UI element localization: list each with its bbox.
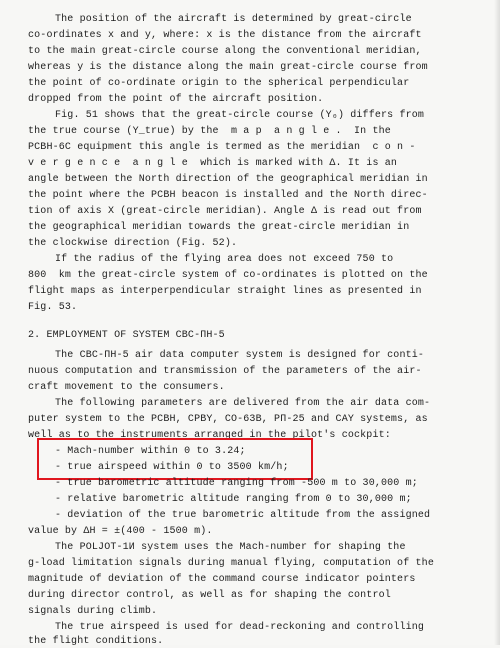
text-line: g-load limitation signals during manual flying, computation of the [28,558,434,569]
page-edge-shadow [494,0,500,645]
text-line: nuous computation and transmission of the parameters of the air- [28,366,422,377]
text-line: whereas y is the distance along the main great-circle course from [28,62,428,73]
text-line: co-ordinates x and y, where: x is the distance from the aircraft [28,30,422,41]
text-line: The POLJOT-1И system uses the Mach-number for shaping the [55,542,406,553]
text-line: magnitude of deviation of the command course indicator pointers [28,574,416,585]
text-line: signals during climb. [28,606,158,617]
list-item-airspeed: - true airspeed within 0 to 3500 km/h; [55,462,289,473]
text-line: PCBH-6C equipment this angle is termed as the meridian c o n - [28,142,416,153]
text-line: Fig. 51 shows that the great-circle course (Y₀) differs from [55,110,425,121]
text-line: the point where the PCBH beacon is installed and the North direc- [28,190,428,201]
text-line: dropped from the point of the aircraft position. [28,94,324,105]
text-line: tion of axis X (great-circle meridian). Angle Δ is read out from [28,206,422,217]
text-line: value by ΔH = ±(400 - 1500 m). [28,526,213,537]
red-highlight-box [37,438,313,480]
text-line: the true course (Y_true) by the m a p a n g l e . In the [28,126,391,137]
section-heading: 2. EMPLOYMENT OF SYSTEM CBC-ПН-5 [28,330,225,341]
list-item: - true barometric altitude ranging from -500 m to 30,000 m; [55,478,418,489]
text-line: the geographical meridian towards the great-circle meridian in [28,222,410,233]
text-line: the flight conditions. [28,636,164,647]
text-line: well as to the instruments arranged in the pilot's cockpit: [28,430,391,441]
text-line: Fig. 53. [28,302,78,313]
text-line: angle between the North direction of the geographical meridian in [28,174,428,185]
text-line: to the main great-circle course along the conventional meridian, [28,46,422,57]
text-line: puter system to the PCBH, CPBY, CO-63B, PП-25 and CAY systems, as [28,414,428,425]
text-line: v e r g e n c e a n g l e which is marked with Δ. It is an [28,158,398,169]
text-line: craft movement to the consumers. [28,382,225,393]
list-item: - deviation of the true barometric altitude from the assigned [55,510,431,521]
text-line: 800 km the great-circle system of co-ordinates is plotted on the [28,270,428,281]
text-line: during director control, as well as for shaping the control [28,590,391,601]
text-line: The position of the aircraft is determined by great-circle [55,14,412,25]
list-item-mach: - Mach-number within 0 to 3.24; [55,446,246,457]
text-line: The CBC-ПН-5 air data computer system is designed for conti- [55,350,425,361]
text-line: the clockwise direction (Fig. 52). [28,238,238,249]
text-line: If the radius of the flying area does not exceed 750 to [55,254,394,265]
text-line: flight maps as interperpendicular straight lines as presented in [28,286,422,297]
text-line: the point of co-ordinate origin to the spherical perpendicular [28,78,410,89]
text-line: The true airspeed is used for dead-reckoning and controlling [55,622,425,633]
list-item: - relative barometric altitude ranging from 0 to 30,000 m; [55,494,412,505]
text-line: The following parameters are delivered from the air data com- [55,398,431,409]
